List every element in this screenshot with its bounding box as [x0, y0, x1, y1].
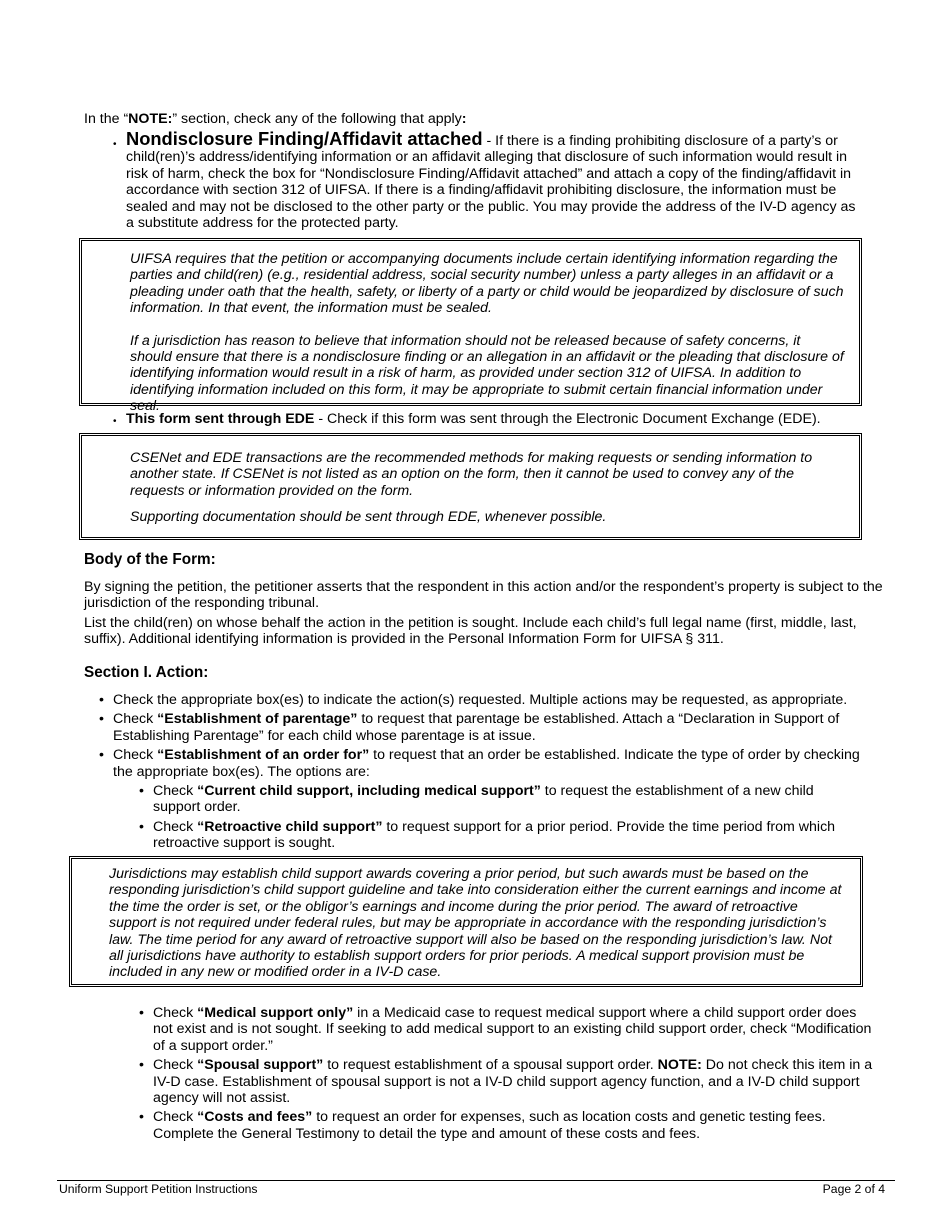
- order-type-list: [113, 783, 863, 852]
- uifsa-note-p2: If a jurisdiction has reason to believe that information should not be released because of safety concerns, it should ensure that there is a nondisclosure finding or an allegation in an affidavit or the pleading that disclosure of identifying information would result in a risk of harm, as provided under section 312 of UIFSA. In addition to identifying information included on this form, it may be appropriate to submit certain financial information under seal.: [130, 332, 844, 415]
- retroactive-note-text: Jurisdictions may establish child support awards covering a prior period, but such awards must be based on the responding jurisdiction’s child support guideline and take into consideration either the current earnings and income at the time the order is set, or the obligor’s earnings and income during the prior period. The award of retroactive support is not required under federal rules, but may be appropriate in accordance with the responding jurisdiction’s law. The time period for any award of retroactive support will also be based on the responding jurisdiction’s law. Not all jurisdictions have authority to establish support orders for prior periods. A medical support provision must be included in any new or modified order in a IV-D case.: [109, 866, 842, 981]
- list-item: • Check “Establishment of parentage” to request that parentage be established. Attach a “Declaration in Support of Establishing Parentage” for each child whose parentage is at issue.: [99, 711, 840, 744]
- list-item: • Check “Costs and fees” to request an order for expenses, such as location costs and genetic testing fees. Complete the General Testimony to detail the type and amount of these costs and fees.: [139, 1109, 826, 1142]
- body-p1: By signing the petition, the petitioner asserts that the respondent in this action and/or the respondent’s property is subject to the jurisdiction of the responding tribunal.: [84, 579, 883, 612]
- body-p2: List the child(ren) on whose behalf the action in the petition is sought. Include each child’s full legal name (first, middle, last, suffix). Additional identifying information is provided in the Personal Information Form for UIFSA § 311.: [84, 614, 857, 648]
- nondisclosure-text: - If there is a finding prohibiting disclosure of a party’s or child(ren)’s address/identifying information or an affidavit alleging that disclosure of such information would result in risk of harm, check the box for “Nondisclosure Finding/Affidavit attached” and attach a copy of the finding/affidavit in accordance with section 312 of UIFSA. If there is a finding/affidavit prohibiting disclosure, the information must be sealed and may not be disclosed to the other party or the public. You may provide the address of the IV-D agency as a substitute address for the protected party.: [126, 133, 856, 232]
- order-type-list-continued: [139, 1005, 873, 1142]
- list-item: • Check “Spousal support” to request establishment of a spousal support order. NOTE: Do not check this item in a IV-D case. Establishment of spousal support is not a IV-D child support agency function, and a IV-D child support agency will not assist.: [139, 1057, 873, 1107]
- retroactive-note-box: [69, 856, 863, 987]
- list-item: • Check “Establishment of an order for” to request that an order be established. Indicate the type of order by checking the appropriate box(es). The options are: • Check “Current child support, including medical support” to request the establishment of a new child support order. • Check “Retroactive child support” to request support for a prior period. Provide the time period from which retroactive support is sought.: [113, 747, 883, 851]
- bullet: •: [113, 139, 117, 150]
- body-text: [84, 579, 884, 648]
- list-item: • Check “Medical support only” in a Medicaid case to request medical support where a child support order does not exist and is not sought. If seeking to add medical support to an existing child support order, check “Modification of a support order.”: [139, 1005, 872, 1054]
- note-intro: In the “NOTE:” section, check any of the following that apply:: [84, 111, 467, 127]
- csenet-note-p2: Supporting documentation should be sent through EDE, whenever possible.: [130, 509, 607, 526]
- nondisclosure-item: [113, 128, 865, 232]
- action-list: [99, 692, 883, 852]
- section1-heading: Section I. Action:: [84, 664, 209, 681]
- uifsa-note-box: [79, 238, 862, 415]
- csenet-note-p1: CSENet and EDE transactions are the recommended methods for making requests or sending information to another state. If CSENet is not listed as an option on the form, then it cannot be used to convey any of the requests or information provided on the form.: [130, 450, 813, 499]
- ede-item: [113, 411, 853, 427]
- ede-title: This form sent through EDE: [126, 411, 315, 427]
- csenet-note-box: [79, 433, 862, 540]
- list-item: • Check “Retroactive child support” to request support for a prior period. Provide the time period from which retroactive support is sought.: [139, 818, 836, 852]
- list-item: • Check “Current child support, including medical support” to request the establishment of a new child support order.: [139, 783, 814, 816]
- body-heading: Body of the Form:: [84, 551, 216, 568]
- nondisclosure-title: Nondisclosure Finding/Affidavit attached: [126, 128, 483, 149]
- bullet: •: [113, 416, 117, 427]
- page-number: Page 2 of 4: [822, 1182, 885, 1196]
- list-item: • Check the appropriate box(es) to indicate the action(s) requested. Multiple actions may be requested, as appropriate.: [99, 692, 848, 708]
- footer-title: Uniform Support Petition Instructions: [59, 1182, 258, 1196]
- uifsa-note-p1: UIFSA requires that the petition or accompanying documents include certain identifying information regarding the parties and child(ren) (e.g., residential address, social security number) unless a party alleges in an affidavit or a pleading under oath that the health, safety, or liberty of a party or child would be jeopardized by disclosure of such information. In that event, the information must be sealed.: [130, 251, 844, 317]
- ede-text: - Check if this form was sent through the Electronic Document Exchange (EDE).: [314, 411, 821, 427]
- footer-rule: [57, 1180, 895, 1181]
